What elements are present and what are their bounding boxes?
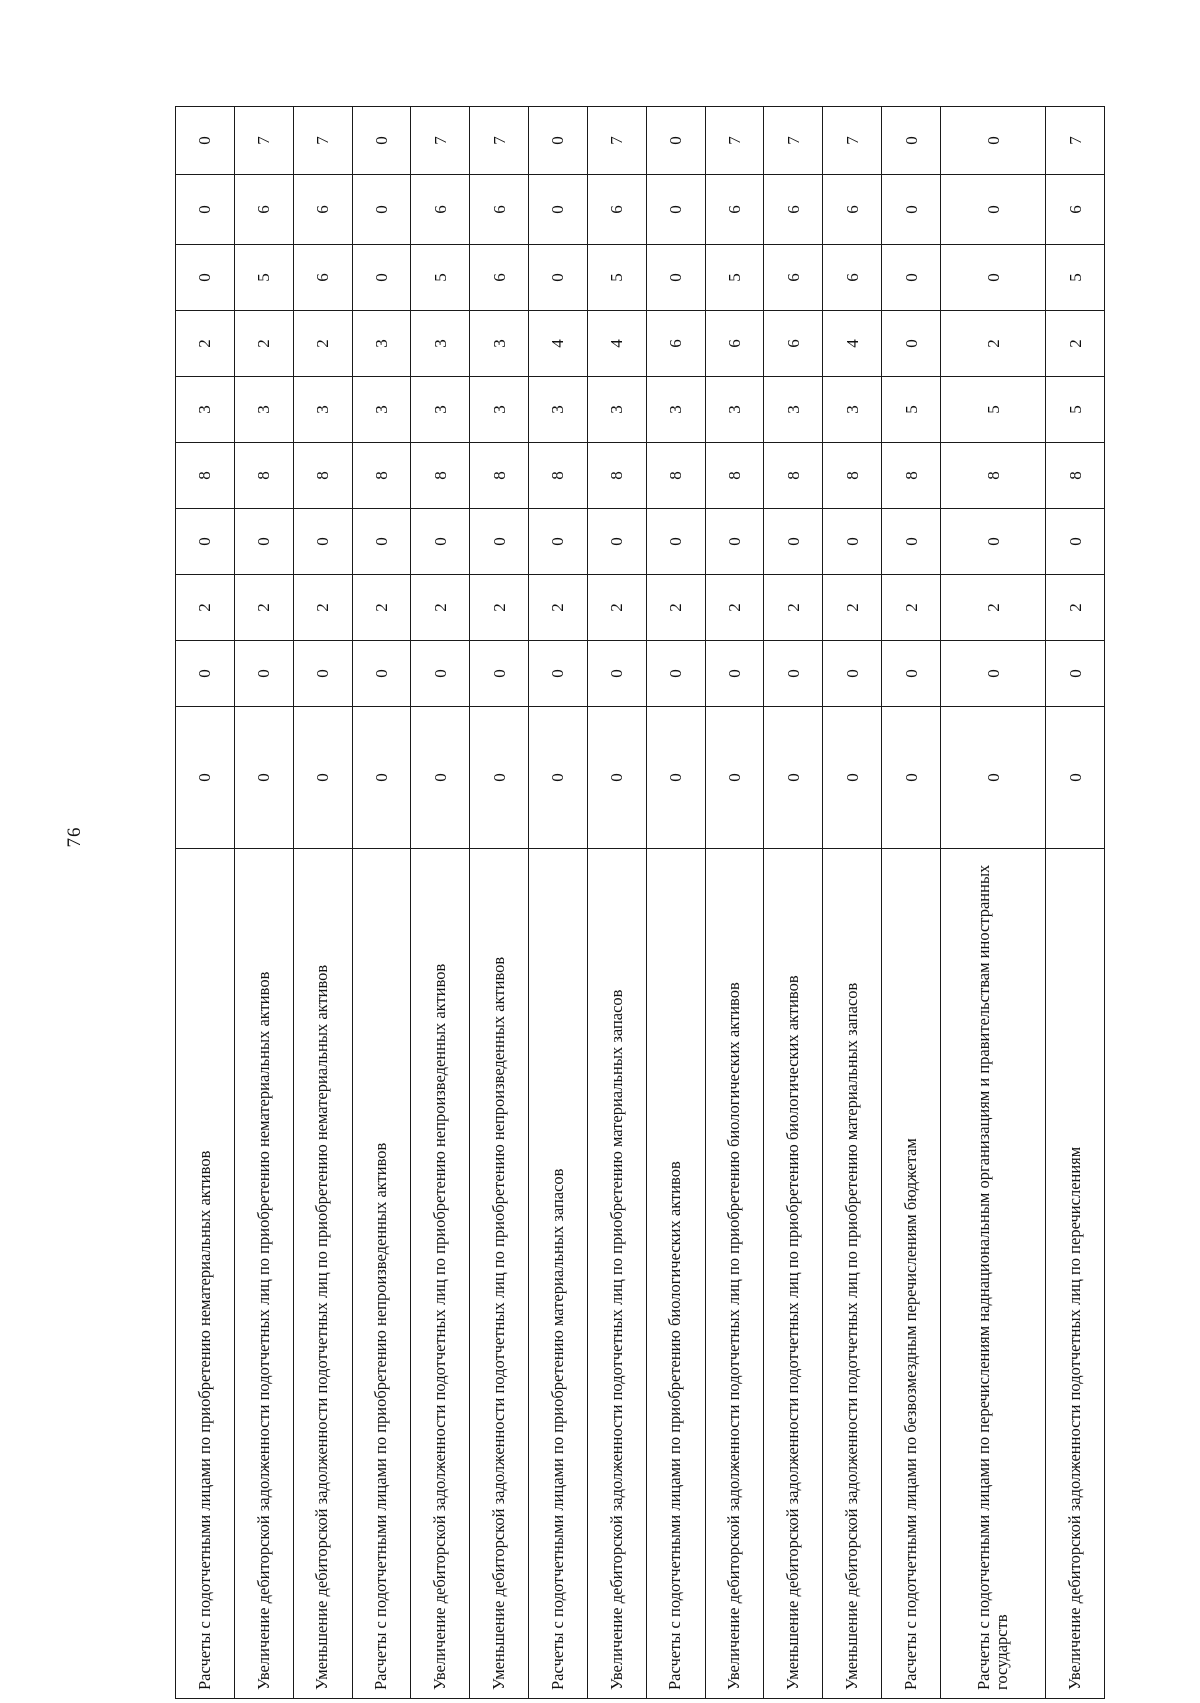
account-description-cell: Увеличение дебиторской задолженности подотчетных лиц по приобретению нематериальных активов	[234, 849, 293, 1699]
code-digit-cell: 7	[705, 107, 764, 175]
code-digit-cell: 2	[352, 575, 411, 641]
code-digit-cell: 3	[529, 377, 588, 443]
code-digit-cell: 8	[940, 443, 1045, 509]
table-row	[352, 107, 411, 1699]
ledger-table-body	[176, 107, 1105, 1699]
table-row	[882, 107, 941, 1699]
code-digit-cell: 2	[646, 575, 705, 641]
code-digit-cell: 0	[882, 509, 941, 575]
code-digit-cell: 0	[352, 641, 411, 707]
code-digit-cell: 0	[176, 641, 235, 707]
code-digit-cell: 5	[587, 245, 646, 311]
code-digit-cell: 0	[646, 641, 705, 707]
code-digit-cell: 3	[352, 311, 411, 377]
code-digit-cell: 0	[176, 175, 235, 245]
code-digit-cell: 0	[529, 641, 588, 707]
code-digit-cell: 0	[882, 707, 941, 849]
code-digit-cell: 0	[646, 175, 705, 245]
code-digit-cell: 0	[823, 641, 882, 707]
code-digit-cell: 6	[587, 175, 646, 245]
code-digit-cell: 0	[940, 175, 1045, 245]
code-digit-cell: 8	[1046, 443, 1105, 509]
code-digit-cell: 6	[705, 175, 764, 245]
code-digit-cell: 8	[234, 443, 293, 509]
code-digit-cell: 0	[705, 707, 764, 849]
code-digit-cell: 0	[529, 509, 588, 575]
code-digit-cell: 7	[1046, 107, 1105, 175]
code-digit-cell: 4	[823, 311, 882, 377]
code-digit-cell: 3	[411, 311, 470, 377]
code-digit-cell: 2	[176, 575, 235, 641]
code-digit-cell: 0	[882, 641, 941, 707]
ledger-table	[175, 106, 1105, 1699]
code-digit-cell: 0	[529, 245, 588, 311]
code-digit-cell: 0	[823, 707, 882, 849]
code-digit-cell: 0	[411, 509, 470, 575]
code-digit-cell: 0	[940, 641, 1045, 707]
table-row	[705, 107, 764, 1699]
code-digit-cell: 0	[940, 245, 1045, 311]
code-digit-cell: 0	[940, 509, 1045, 575]
code-digit-cell: 0	[882, 311, 941, 377]
code-digit-cell: 2	[940, 575, 1045, 641]
account-description-cell: Расчеты с подотчетными лицами по перечислениям наднациональным организациям и правительствам иностранных государств	[940, 849, 1045, 1699]
code-digit-cell: 6	[411, 175, 470, 245]
table-row	[529, 107, 588, 1699]
code-digit-cell: 0	[646, 245, 705, 311]
code-digit-cell: 0	[176, 707, 235, 849]
code-digit-cell: 2	[823, 575, 882, 641]
table-row	[764, 107, 823, 1699]
table-row	[176, 107, 235, 1699]
table-row	[470, 107, 529, 1699]
code-digit-cell: 3	[823, 377, 882, 443]
code-digit-cell: 2	[293, 311, 352, 377]
code-digit-cell: 6	[764, 175, 823, 245]
code-digit-cell: 7	[411, 107, 470, 175]
code-digit-cell: 0	[234, 641, 293, 707]
code-digit-cell: 0	[587, 707, 646, 849]
account-description-cell: Увеличение дебиторской задолженности подотчетных лиц по приобретению биологических активов	[705, 849, 764, 1699]
code-digit-cell: 2	[764, 575, 823, 641]
code-digit-cell: 0	[293, 707, 352, 849]
code-digit-cell: 0	[234, 707, 293, 849]
code-digit-cell: 0	[411, 641, 470, 707]
code-digit-cell: 2	[470, 575, 529, 641]
code-digit-cell: 0	[529, 707, 588, 849]
code-digit-cell: 3	[411, 377, 470, 443]
code-digit-cell: 0	[646, 509, 705, 575]
table-row	[940, 107, 1045, 1699]
code-digit-cell: 0	[176, 245, 235, 311]
account-description-cell: Увеличение дебиторской задолженности подотчетных лиц по приобретению материальных запасов	[587, 849, 646, 1699]
account-description-cell: Увеличение дебиторской задолженности подотчетных лиц по перечислениям	[1046, 849, 1105, 1699]
code-digit-cell: 8	[823, 443, 882, 509]
code-digit-cell: 5	[1046, 245, 1105, 311]
code-digit-cell: 6	[823, 245, 882, 311]
code-digit-cell: 8	[587, 443, 646, 509]
code-digit-cell: 2	[1046, 575, 1105, 641]
account-description-cell: Расчеты с подотчетными лицами по приобретению нематериальных активов	[176, 849, 235, 1699]
table-row	[587, 107, 646, 1699]
code-digit-cell: 0	[587, 509, 646, 575]
code-digit-cell: 3	[646, 377, 705, 443]
code-digit-cell: 7	[823, 107, 882, 175]
code-digit-cell: 8	[764, 443, 823, 509]
code-digit-cell: 5	[234, 245, 293, 311]
account-description-cell: Увеличение дебиторской задолженности подотчетных лиц по приобретению непроизведенных активов	[411, 849, 470, 1699]
code-digit-cell: 0	[705, 641, 764, 707]
account-description-cell: Уменьшение дебиторской задолженности подотчетных лиц по приобретению нематериальных активов	[293, 849, 352, 1699]
code-digit-cell: 0	[1046, 641, 1105, 707]
code-digit-cell: 6	[293, 245, 352, 311]
code-digit-cell: 7	[234, 107, 293, 175]
account-description-cell: Уменьшение дебиторской задолженности подотчетных лиц по приобретению непроизведенных активов	[470, 849, 529, 1699]
account-description-cell: Уменьшение дебиторской задолженности подотчетных лиц по приобретению материальных запасов	[823, 849, 882, 1699]
code-digit-cell: 3	[705, 377, 764, 443]
table-row	[411, 107, 470, 1699]
code-digit-cell: 0	[293, 641, 352, 707]
code-digit-cell: 2	[882, 575, 941, 641]
table-row	[823, 107, 882, 1699]
code-digit-cell: 0	[352, 245, 411, 311]
page-number: 76	[64, 826, 85, 848]
code-digit-cell: 8	[705, 443, 764, 509]
code-digit-cell: 6	[470, 175, 529, 245]
code-digit-cell: 6	[234, 175, 293, 245]
code-digit-cell: 2	[529, 575, 588, 641]
table-row	[646, 107, 705, 1699]
table-row	[1046, 107, 1105, 1699]
code-digit-cell: 0	[470, 509, 529, 575]
code-digit-cell: 2	[705, 575, 764, 641]
code-digit-cell: 0	[764, 707, 823, 849]
account-description-cell: Расчеты с подотчетными лицами по приобретению материальных запасов	[529, 849, 588, 1699]
code-digit-cell: 0	[470, 707, 529, 849]
code-digit-cell: 0	[411, 707, 470, 849]
code-digit-cell: 3	[293, 377, 352, 443]
code-digit-cell: 7	[587, 107, 646, 175]
table-row	[293, 107, 352, 1699]
code-digit-cell: 6	[1046, 175, 1105, 245]
code-digit-cell: 0	[1046, 707, 1105, 849]
code-digit-cell: 0	[1046, 509, 1105, 575]
table-row	[234, 107, 293, 1699]
account-description-cell: Расчеты с подотчетными лицами по приобретению непроизведенных активов	[352, 849, 411, 1699]
code-digit-cell: 2	[293, 575, 352, 641]
account-description-cell: Расчеты с подотчетными лицами по приобретению биологических активов	[646, 849, 705, 1699]
code-digit-cell: 0	[587, 641, 646, 707]
code-digit-cell: 8	[411, 443, 470, 509]
code-digit-cell: 0	[176, 509, 235, 575]
code-digit-cell: 0	[823, 509, 882, 575]
code-digit-cell: 0	[529, 175, 588, 245]
code-digit-cell: 8	[529, 443, 588, 509]
code-digit-cell: 0	[293, 509, 352, 575]
code-digit-cell: 0	[352, 707, 411, 849]
code-digit-cell: 0	[882, 175, 941, 245]
code-digit-cell: 0	[352, 509, 411, 575]
code-digit-cell: 6	[823, 175, 882, 245]
code-digit-cell: 3	[234, 377, 293, 443]
code-digit-cell: 8	[470, 443, 529, 509]
code-digit-cell: 5	[1046, 377, 1105, 443]
code-digit-cell: 5	[411, 245, 470, 311]
code-digit-cell: 8	[646, 443, 705, 509]
account-description-cell: Уменьшение дебиторской задолженности подотчетных лиц по приобретению биологических активов	[764, 849, 823, 1699]
code-digit-cell: 7	[470, 107, 529, 175]
code-digit-cell: 5	[882, 377, 941, 443]
code-digit-cell: 0	[882, 107, 941, 175]
code-digit-cell: 6	[705, 311, 764, 377]
code-digit-cell: 2	[176, 311, 235, 377]
code-digit-cell: 2	[1046, 311, 1105, 377]
code-digit-cell: 2	[234, 311, 293, 377]
code-digit-cell: 3	[764, 377, 823, 443]
code-digit-cell: 2	[411, 575, 470, 641]
code-digit-cell: 7	[764, 107, 823, 175]
code-digit-cell: 0	[705, 509, 764, 575]
code-digit-cell: 6	[646, 311, 705, 377]
code-digit-cell: 8	[176, 443, 235, 509]
account-description-cell: Расчеты с подотчетными лицами по безвозмездным перечислениям бюджетам	[882, 849, 941, 1699]
code-digit-cell: 0	[529, 107, 588, 175]
code-digit-cell: 2	[234, 575, 293, 641]
code-digit-cell: 4	[587, 311, 646, 377]
code-digit-cell: 8	[293, 443, 352, 509]
code-digit-cell: 0	[764, 509, 823, 575]
code-digit-cell: 6	[764, 245, 823, 311]
code-digit-cell: 5	[705, 245, 764, 311]
code-digit-cell: 8	[882, 443, 941, 509]
code-digit-cell: 3	[470, 377, 529, 443]
code-digit-cell: 6	[470, 245, 529, 311]
code-digit-cell: 6	[293, 175, 352, 245]
code-digit-cell: 0	[940, 107, 1045, 175]
code-digit-cell: 0	[764, 641, 823, 707]
code-digit-cell: 0	[352, 107, 411, 175]
ledger-table-container	[175, 107, 1105, 1699]
code-digit-cell: 2	[940, 311, 1045, 377]
code-digit-cell: 3	[470, 311, 529, 377]
code-digit-cell: 6	[764, 311, 823, 377]
code-digit-cell: 0	[646, 107, 705, 175]
code-digit-cell: 7	[293, 107, 352, 175]
code-digit-cell: 5	[940, 377, 1045, 443]
code-digit-cell: 0	[940, 707, 1045, 849]
code-digit-cell: 8	[352, 443, 411, 509]
code-digit-cell: 0	[882, 245, 941, 311]
code-digit-cell: 2	[587, 575, 646, 641]
code-digit-cell: 3	[587, 377, 646, 443]
code-digit-cell: 0	[352, 175, 411, 245]
code-digit-cell: 3	[176, 377, 235, 443]
code-digit-cell: 3	[352, 377, 411, 443]
code-digit-cell: 0	[470, 641, 529, 707]
code-digit-cell: 4	[529, 311, 588, 377]
code-digit-cell: 0	[234, 509, 293, 575]
code-digit-cell: 0	[646, 707, 705, 849]
code-digit-cell: 0	[176, 107, 235, 175]
